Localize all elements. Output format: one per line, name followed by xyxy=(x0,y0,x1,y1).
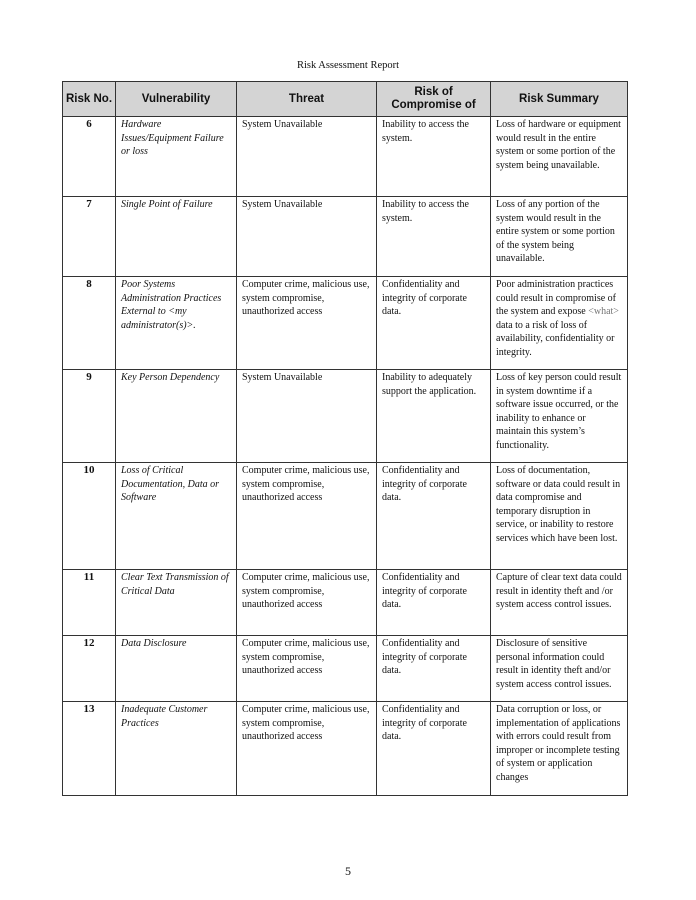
risk-number: 10 xyxy=(63,463,116,570)
report-header: Risk Assessment Report xyxy=(296,60,400,71)
summary-cell: Data corruption or loss, or implementation of applications with errors could result from improper or incomplete testing of system or application changes xyxy=(491,702,628,796)
vulnerability-cell: Inadequate Customer Practices xyxy=(116,702,237,796)
table-header-row xyxy=(63,82,628,117)
vulnerability-cell: Data Disclosure xyxy=(116,636,237,702)
compromise-cell: Inability to access the system. xyxy=(377,197,491,277)
compromise-cell: Confidentiality and integrity of corporate data. xyxy=(377,463,491,570)
table-row xyxy=(63,463,628,570)
threat-cell: System Unavailable xyxy=(237,197,377,277)
column-header-risk-of-compromise: Risk of Compromise of xyxy=(377,82,491,117)
column-header-risk-summary: Risk Summary xyxy=(491,82,628,117)
risk-number: 6 xyxy=(63,117,116,197)
summary-text: Poor administration practices could result in compromise of the system and expose xyxy=(496,279,616,317)
threat-cell: Computer crime, malicious use, system compromise, unauthorized access xyxy=(237,702,377,796)
summary-cell xyxy=(491,277,628,370)
summary-cell: Capture of clear text data could result in identity theft and /or system access control issues. xyxy=(491,570,628,636)
summary-text: data to a risk of loss of availability, confidentiality or integrity. xyxy=(496,319,615,358)
summary-cell: Loss of documentation, software or data could result in data compromise and temporary disruption in service, or inability to restore services which have been lost. xyxy=(491,463,628,570)
threat-cell: Computer crime, malicious use, system compromise, unauthorized access xyxy=(237,277,377,370)
table-row xyxy=(63,570,628,636)
vulnerability-cell: Loss of Critical Documentation, Data or Software xyxy=(116,463,237,570)
table-row xyxy=(63,636,628,702)
summary-cell: Loss of any portion of the system would result in the entire system or some portion of the system being unavailable. xyxy=(491,197,628,277)
vulnerability-cell: Single Point of Failure xyxy=(116,197,237,277)
compromise-cell: Confidentiality and integrity of corporate data. xyxy=(377,277,491,370)
vulnerability-cell: Clear Text Transmission of Critical Data xyxy=(116,570,237,636)
risk-number: 8 xyxy=(63,277,116,370)
threat-cell: System Unavailable xyxy=(237,117,377,197)
compromise-cell: Confidentiality and integrity of corporate data. xyxy=(377,702,491,796)
table-row xyxy=(63,197,628,277)
compromise-cell: Inability to access the system. xyxy=(377,117,491,197)
threat-cell: Computer crime, malicious use, system compromise, unauthorized access xyxy=(237,463,377,570)
threat-cell: Computer crime, malicious use, system compromise, unauthorized access xyxy=(237,636,377,702)
risk-table xyxy=(62,81,628,796)
vulnerability-cell: Key Person Dependency xyxy=(116,370,237,463)
risk-number: 9 xyxy=(63,370,116,463)
column-header-vulnerability: Vulnerability xyxy=(116,82,237,117)
page-number: 5 xyxy=(345,864,351,878)
summary-cell: Disclosure of sensitive personal information could result in identity theft and/or system access control issues. xyxy=(491,636,628,702)
summary-cell: Loss of key person could result in system downtime if a software issue occurred, or the inability to enhance or maintain this system’s functionality. xyxy=(491,370,628,463)
vulnerability-cell: Hardware Issues/Equipment Failure or loss xyxy=(116,117,237,197)
risk-number: 7 xyxy=(63,197,116,277)
table-row xyxy=(63,277,628,370)
table-row xyxy=(63,117,628,197)
risk-number: 11 xyxy=(63,570,116,636)
column-header-threat: Threat xyxy=(237,82,377,117)
column-header-risk-no: Risk No. xyxy=(63,82,116,117)
risk-number: 13 xyxy=(63,702,116,796)
compromise-cell: Inability to adequately support the application. xyxy=(377,370,491,463)
table-row xyxy=(63,702,628,796)
vulnerability-cell: Poor Systems Administration Practices External to <my administrator(s)>. xyxy=(116,277,237,370)
placeholder-tag: <what> xyxy=(588,306,619,317)
threat-cell: System Unavailable xyxy=(237,370,377,463)
threat-cell: Computer crime, malicious use, system compromise, unauthorized access xyxy=(237,570,377,636)
table-row xyxy=(63,370,628,463)
compromise-cell: Confidentiality and integrity of corporate data. xyxy=(377,570,491,636)
summary-cell: Loss of hardware or equipment would result in the entire system or some portion of the system being unavailable. xyxy=(491,117,628,197)
risk-number: 12 xyxy=(63,636,116,702)
compromise-cell: Confidentiality and integrity of corporate data. xyxy=(377,636,491,702)
